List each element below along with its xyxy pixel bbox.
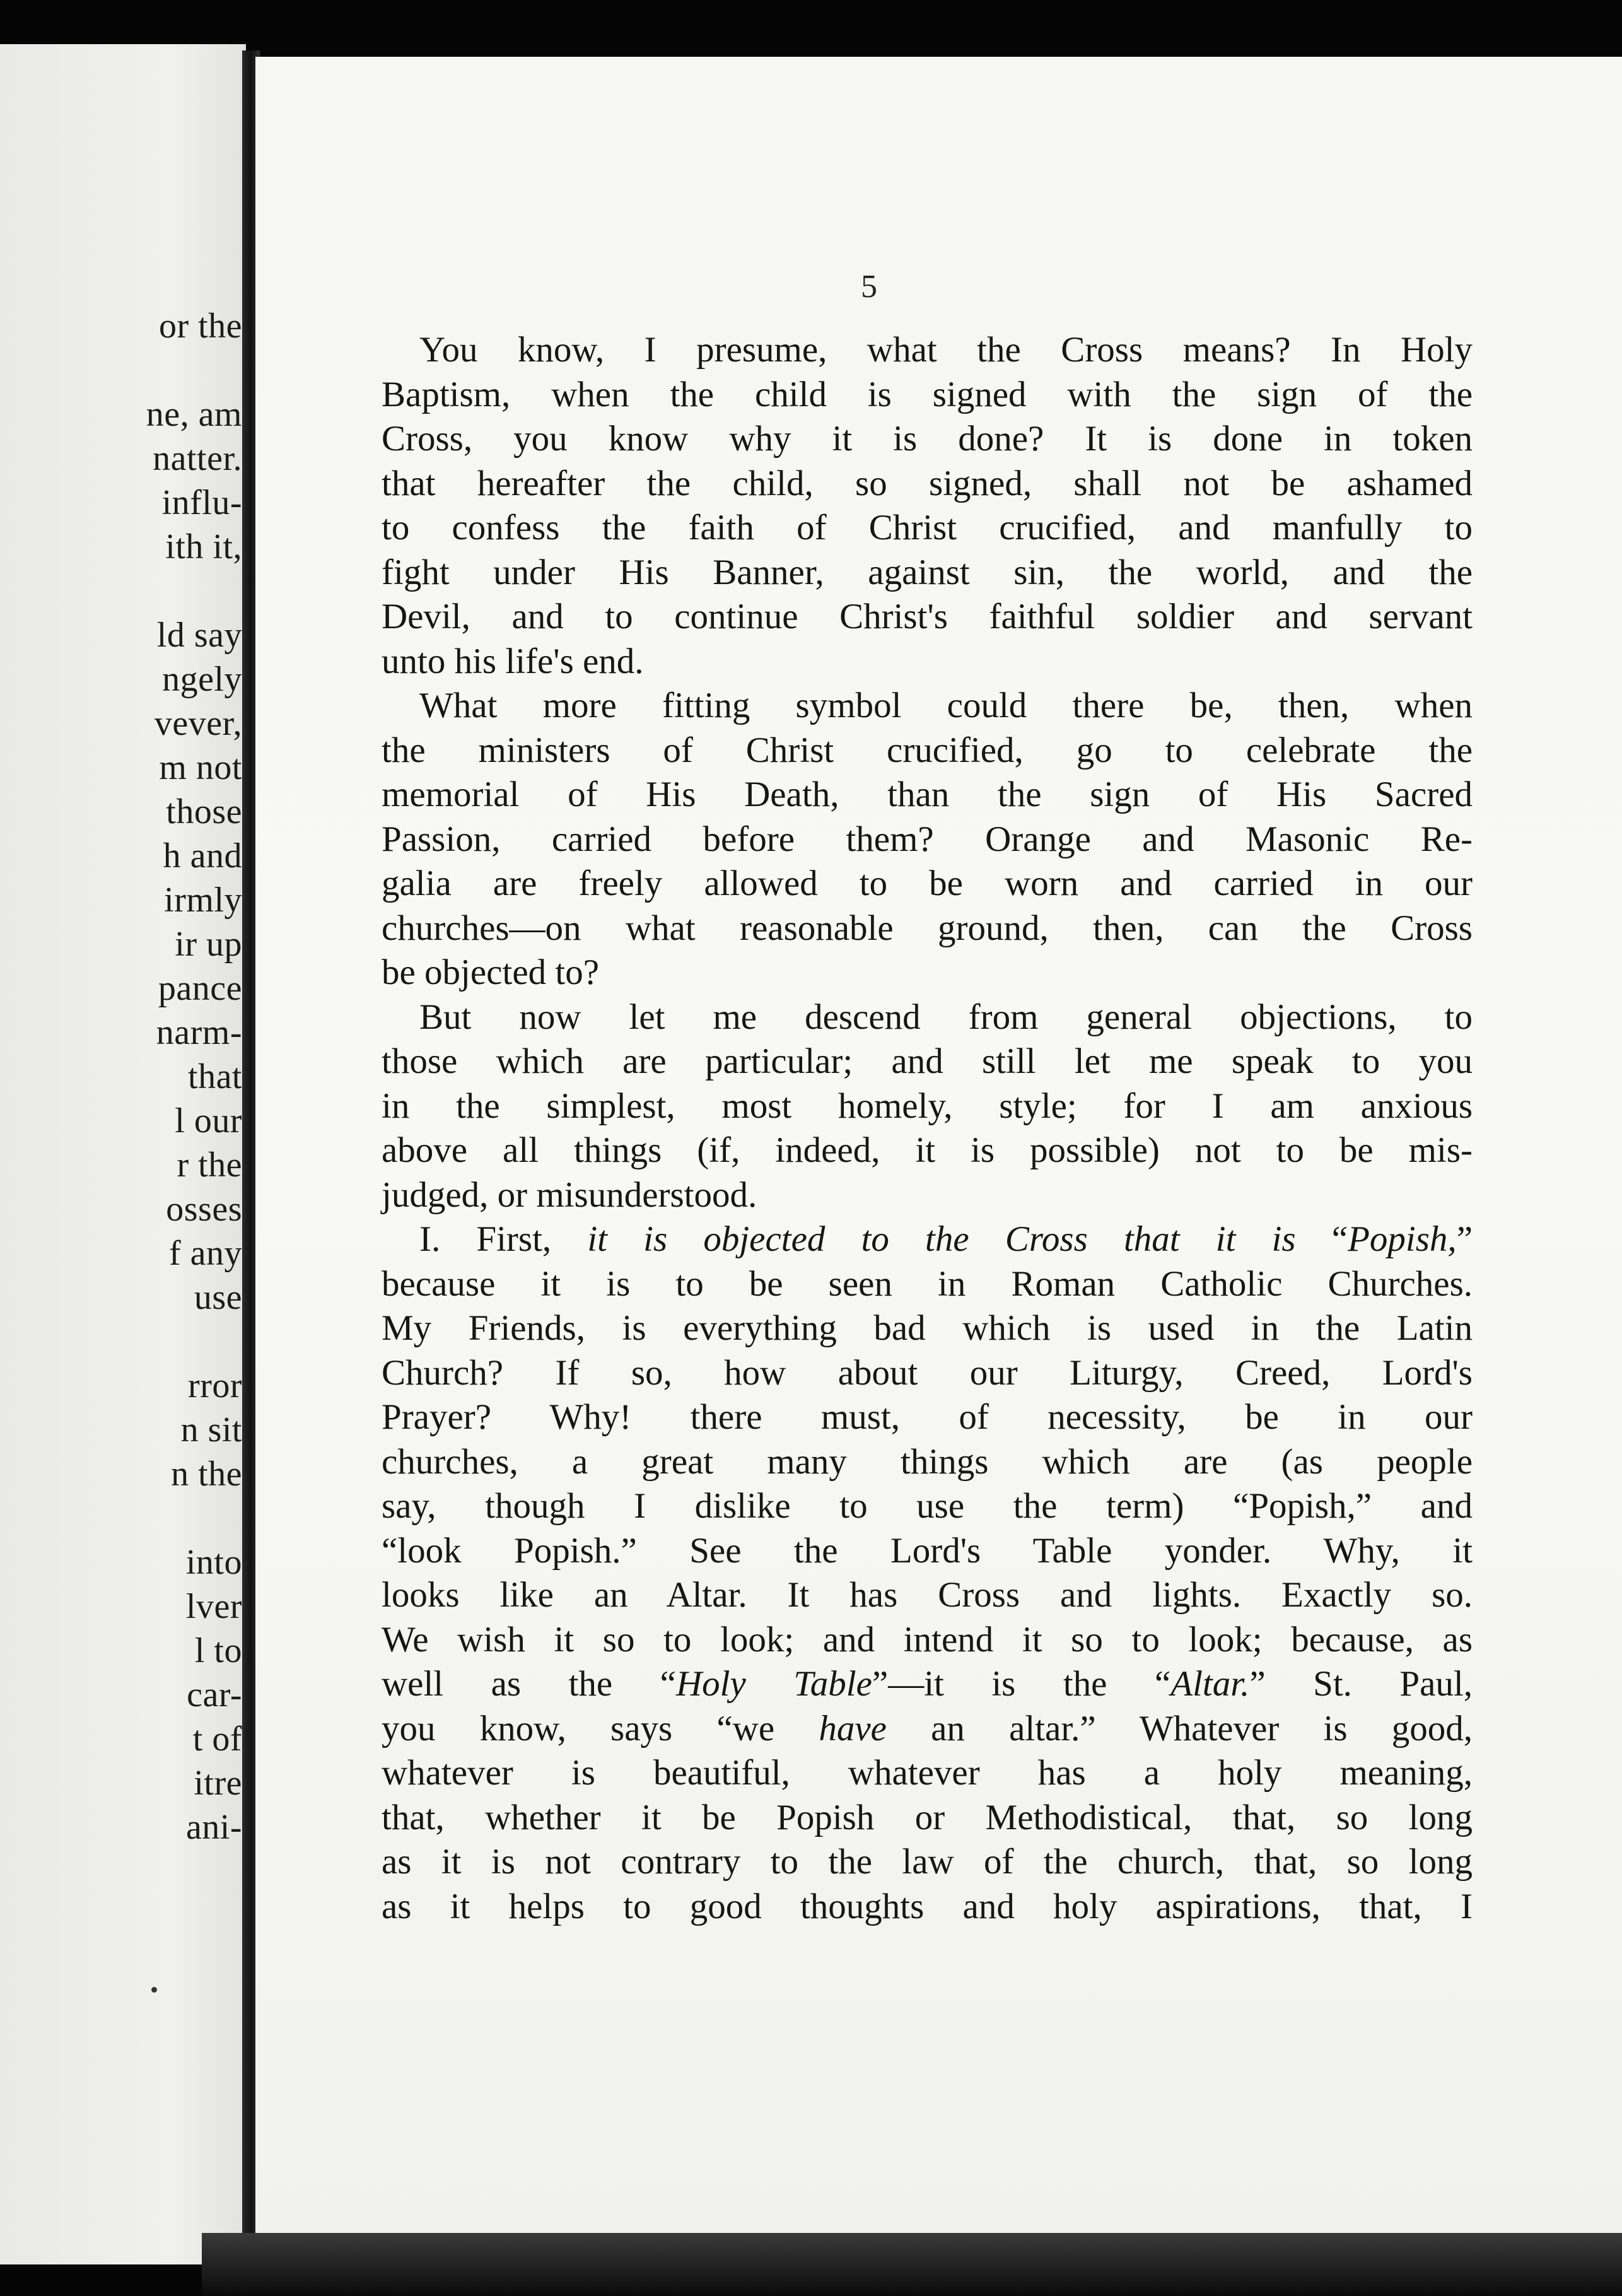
- quote-mark: ”: [1456, 1219, 1473, 1259]
- left-page-text-fragment: n sit: [180, 1410, 242, 1450]
- left-page-text-fragment: osses: [166, 1190, 242, 1229]
- left-page-text-fragment: l to: [194, 1631, 242, 1670]
- text-fragment: an altar.” Whatever is good,: [931, 1708, 1473, 1748]
- left-page-text-fragment: h and: [163, 836, 242, 876]
- left-page-text-fragment: narm-: [156, 1013, 242, 1052]
- text-line: Cross, you know why it is done? It is done in token: [382, 419, 1473, 459]
- text-line: because it is to be seen in Roman Catholic Churches.: [382, 1263, 1473, 1304]
- text-line: churches—on what reasonable ground, then, can the Cross: [382, 908, 1473, 948]
- text-line: in the simplest, most homely, style; for I am anxious: [382, 1086, 1473, 1126]
- left-page-text-fragment: ith it,: [165, 527, 242, 566]
- left-page-text-fragment: ir up: [175, 925, 242, 964]
- text-line: Baptism, when the child is signed with the sign of the: [382, 374, 1473, 414]
- text-line-holy-table: [382, 1662, 1473, 1707]
- text-line: that hereafter the child, so signed, shall not be ashamed: [382, 463, 1473, 503]
- left-page-text-fragment: vever,: [154, 704, 242, 743]
- left-page-text-fragment: pance: [158, 969, 242, 1008]
- left-page-text-fragment: l our: [175, 1101, 242, 1140]
- text-line: “look Popish.” See the Lord's Table yonder. Why, it: [382, 1530, 1473, 1571]
- text-line: Passion, carried before them? Orange and Masonic Re-: [382, 819, 1473, 859]
- left-page-text-fragment: n the: [171, 1455, 242, 1494]
- paragraph-particular-objections: [382, 995, 1473, 1218]
- italic-popish: Popish,: [1348, 1219, 1457, 1259]
- text-line: You know, I presume, what the Cross means? In Holy: [419, 330, 1473, 370]
- right-page: [255, 57, 1622, 2246]
- scan-speck: [151, 1987, 157, 1993]
- left-page-text-fragment: m not: [159, 748, 242, 787]
- text-line: whatever is beautiful, whatever has a holy meaning,: [382, 1753, 1473, 1793]
- left-page-text-fragment: rror: [188, 1366, 242, 1405]
- left-page-text-fragment: f any: [168, 1234, 242, 1273]
- text-line: galia are freely allowed to be worn and carried in our: [382, 864, 1473, 903]
- text-line: as it helps to good thoughts and holy aspirations, that, I: [382, 1886, 1473, 1926]
- text-line: looks like an Altar. It has Cross and lights. Exactly so.: [382, 1575, 1473, 1615]
- left-page-text-fragment: itre: [194, 1764, 242, 1803]
- italic-have: have: [819, 1708, 887, 1748]
- page-body-text: [382, 328, 1473, 1929]
- left-page-text-fragment: ld say: [156, 616, 242, 655]
- left-page-text-fragment: ne, am: [146, 395, 242, 434]
- text-fragment: ” St. Paul,: [1249, 1664, 1473, 1704]
- paragraph-cross-meaning: [382, 328, 1473, 684]
- page-bottom-edge-shadow: [202, 2233, 1622, 2296]
- text-line: fight under His Banner, against sin, the world, and the: [382, 552, 1473, 592]
- left-page-text-fragment: those: [166, 792, 242, 831]
- left-page-text-fragment: lver: [185, 1587, 242, 1626]
- text-line: those which are particular; and still let me speak to you: [382, 1041, 1473, 1081]
- left-page-text-fragment: irmly: [164, 881, 242, 920]
- quote-mark: “: [1331, 1219, 1348, 1259]
- left-page-text-fragment: t of: [192, 1719, 242, 1759]
- text-line: judged, or misunderstood.: [382, 1174, 757, 1215]
- left-page-text-fragment: use: [194, 1278, 242, 1317]
- left-page-text-fragment: influ-: [161, 483, 242, 522]
- text-line: memorial of His Death, than the sign of His Sacred: [382, 775, 1473, 814]
- text-line: What more fitting symbol could there be, then, when: [419, 686, 1473, 725]
- text-line: We wish it so to look; and intend it so to look; because, as: [382, 1619, 1473, 1660]
- left-page-text-fragment: or the: [158, 307, 242, 346]
- text-line: churches, a great many things which are (as people: [382, 1441, 1473, 1482]
- text-line: as it is not contrary to the law of the church, that, so long: [382, 1842, 1473, 1882]
- text-line: But now let me descend from general objections, to: [419, 997, 1473, 1037]
- left-page-text-fragment: that: [188, 1057, 242, 1096]
- section-heading-line: [382, 1217, 1473, 1262]
- left-page-text-fragment: ngely: [162, 660, 242, 699]
- italic-altar: Altar.: [1170, 1664, 1250, 1704]
- paragraph-popish-objection: [382, 1217, 1473, 1929]
- text-line: Church? If so, how about our Liturgy, Creed, Lord's: [382, 1352, 1473, 1393]
- text-line: unto his life's end.: [382, 641, 644, 681]
- left-page-text-fragment: natter.: [153, 439, 242, 478]
- text-line: be objected to?: [382, 952, 600, 992]
- text-fragment: ”—it is the “: [872, 1664, 1171, 1704]
- left-page-text-fragment: ani-: [185, 1808, 242, 1847]
- text-line: above all things (if, indeed, it is possible) not to be mis-: [382, 1130, 1473, 1170]
- left-facing-page: [0, 44, 246, 2264]
- italic-objection: it is objected to the Cross that it is: [587, 1219, 1296, 1259]
- italic-holy-table: Holy Table: [676, 1664, 872, 1704]
- left-page-text-fragment: into: [185, 1543, 242, 1582]
- text-line: to confess the faith of Christ crucified, and manfully to: [382, 508, 1473, 548]
- text-line: that, whether it be Popish or Methodistical, that, so long: [382, 1797, 1473, 1837]
- text-line-have-altar: [382, 1707, 1473, 1752]
- page-number: 5: [861, 269, 877, 305]
- text-line: Prayer? Why! there must, of necessity, be in our: [382, 1397, 1473, 1437]
- text-line: My Friends, is everything bad which is used in the Latin: [382, 1308, 1473, 1348]
- text-line: the ministers of Christ crucified, go to celebrate the: [382, 730, 1473, 770]
- left-page-text-fragment: car-: [187, 1675, 242, 1714]
- text-line: Devil, and to continue Christ's faithful soldier and servant: [382, 597, 1473, 636]
- text-line: say, though I dislike to use the term) “Popish,” and: [382, 1486, 1473, 1526]
- paragraph-fitting-symbol: [382, 684, 1473, 995]
- left-page-text-fragment: r the: [177, 1145, 242, 1185]
- text-fragment: well as the “: [382, 1664, 676, 1704]
- text-fragment: you know, says “we: [382, 1708, 775, 1748]
- section-lead: I. First,: [419, 1219, 552, 1259]
